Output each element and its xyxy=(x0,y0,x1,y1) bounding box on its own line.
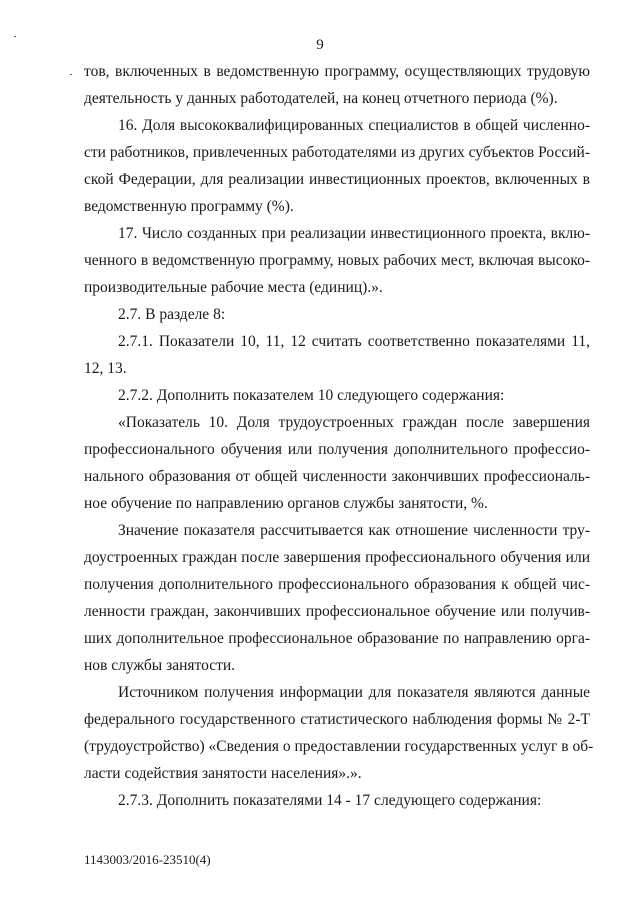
text-line: 2.7.1. Показатели 10, 11, 12 считать соответственно показателями 11, xyxy=(118,333,590,350)
paragraph-section-2-7-3 xyxy=(84,787,590,814)
text-line: ской Федерации, для реализации инвестиционных проектов, включенных в xyxy=(84,171,590,188)
text-line: Источником получения информации для показателя являются данные xyxy=(118,684,590,701)
paragraph-item-16 xyxy=(84,112,590,220)
text-line: профессионального обучения или получения дополнительного профессио- xyxy=(84,441,590,458)
text-line: ленности граждан, закончивших профессиональное обучение или получив- xyxy=(84,603,590,620)
text-line: получения дополнительного профессионального образования к общей чис- xyxy=(84,576,590,593)
paragraph-continued xyxy=(84,58,590,112)
page-number: 9 xyxy=(316,37,324,53)
text-line: ченного в ведомственную программу, новых рабочих мест, включая высоко- xyxy=(84,252,590,269)
scan-speck xyxy=(14,36,16,37)
text-line: ведомственную программу (%). xyxy=(84,198,294,215)
text-line: «Показатель 10. Доля трудоустроенных граждан после завершения xyxy=(118,414,590,431)
document-body xyxy=(84,58,594,814)
text-line: сти работников, привлеченных работодателями из других субъектов Россий- xyxy=(84,144,590,161)
text-line: производительные рабочие места (единиц).». xyxy=(84,279,383,296)
text-line: (трудоустройство) «Сведения о предоставлении государственных услуг в об- xyxy=(84,738,594,755)
text-line: 17. Число созданных при реализации инвестиционного проекта, вклю- xyxy=(118,225,590,242)
paragraph-indicator-10 xyxy=(84,409,590,517)
document-footer-code: 1143003/2016-23510(4) xyxy=(84,852,211,867)
text-line: федерального государственного статистического наблюдения формы № 2-Т xyxy=(84,711,590,728)
text-line: 2.7.2. Дополнить показателем 10 следующего содержания: xyxy=(118,387,505,404)
paragraph-section-2-7-2 xyxy=(84,382,590,409)
text-line: 2.7. В разделе 8: xyxy=(118,306,226,323)
text-line: ное обучение по направлению органов службы занятости, %. xyxy=(84,495,488,512)
paragraph-section-2-7-1 xyxy=(84,328,590,382)
scan-speck xyxy=(70,74,72,75)
text-line: Значение показателя рассчитывается как отношение численности тру- xyxy=(118,522,590,539)
text-line: деятельность у данных работодателей, на конец отчетного периода (%). xyxy=(84,90,558,107)
text-line: 12, 13. xyxy=(84,360,127,377)
text-line: ших дополнительное профессиональное образование по направлению орга- xyxy=(84,630,590,647)
paragraph-item-17 xyxy=(84,220,590,301)
paragraph-information-source xyxy=(84,679,594,787)
paragraph-indicator-value xyxy=(84,517,590,679)
paragraph-section-2-7 xyxy=(84,301,590,328)
text-line: нального образования от общей численности закончивших профессиональ- xyxy=(84,468,590,485)
text-line: 2.7.3. Дополнить показателями 14 - 17 следующего содержания: xyxy=(118,792,542,809)
text-line: ласти содействия занятости населения».». xyxy=(84,765,362,782)
text-line: доустроенных граждан после завершения профессионального обучения или xyxy=(84,549,590,566)
text-line: тов, включенных в ведомственную программу, осуществляющих трудовую xyxy=(84,63,590,80)
text-line: 16. Доля высококвалифицированных специалистов в общей численно- xyxy=(118,117,590,134)
text-line: нов службы занятости. xyxy=(84,657,236,674)
